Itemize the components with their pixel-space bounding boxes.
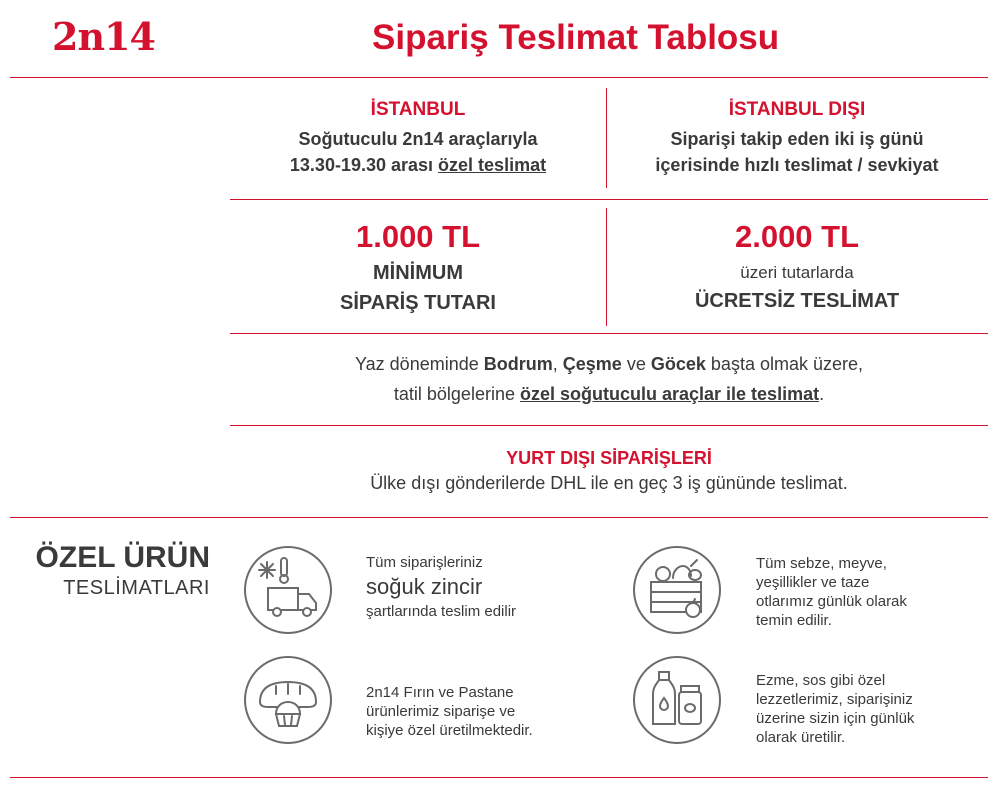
abroad-text: Ülke dışı gönderilerde DHL ile en geç 3 iş gününde teslimat. [370,473,848,493]
jars-line2: lezzetlerimiz, siparişiniz [756,691,913,708]
truck-icon [268,588,316,616]
summer-text-b: başta olmak üzere, [710,354,863,374]
istanbul-line2 [230,152,606,178]
thermometer-icon [280,558,288,583]
bakery-line3: kişiye özel üretilmektedir. [366,722,533,739]
gocek-label: Göcek [650,354,706,374]
produce-text [756,554,907,630]
min-order-line1: MİNİMUM [373,262,463,284]
divider-2 [230,199,988,200]
cold-chain-text [366,553,516,621]
special-title-1: ÖZEL ÜRÜN [35,541,210,574]
summer-line1 [230,349,988,379]
bodrum-label: Bodrum [483,354,553,374]
snowflake-icon [259,562,275,578]
istanbul-heading: İSTANBUL [370,99,466,120]
jars-text [756,671,914,747]
cold-chain-line3: şartlarında teslim edilir [366,603,517,620]
produce-crate-icon [633,546,721,634]
ozel-teslimat-link[interactable]: özel teslimat [438,155,547,175]
cesme-label: Çeşme [562,354,622,374]
summer-line2 [230,379,988,409]
istanbul-hours: 13.30-19.30 arası [289,155,434,175]
jars-icon [633,656,721,744]
free-delivery-amount: 2.000 TL [734,219,860,254]
cold-vehicle-delivery-link[interactable]: özel soğutuculu araçlar ile teslimat [519,384,820,404]
bakery-line2: ürünlerimiz siparişe ve [366,703,516,720]
produce-line4: temin edilir. [756,612,832,629]
istanbul-block [230,98,606,178]
summer-text-a: Yaz döneminde [354,354,479,374]
jars-line1: Ezme, sos gibi özel [756,672,886,689]
summer-text-c: tatil bölgelerine [393,384,515,404]
special-title-2: TESLİMATLARI [63,577,210,599]
free-delivery-block [607,218,987,316]
min-order-block [230,218,606,318]
min-order-line2: SİPARİŞ TUTARI [340,292,496,314]
page-title: Sipariş Teslimat Tablosu [372,18,780,57]
summer-block [230,349,988,409]
bread-muffin-icon [244,656,332,744]
produce-line1: Tüm sebze, meyve, [756,555,887,572]
istanbul-disi-line2: içerisinde hızlı teslimat / sevkiyat [655,155,939,175]
cold-truck-icon [244,546,332,634]
istanbul-line1: Soğutuculu 2n14 araçlarıyla [298,129,538,149]
istanbul-disi-line1: Siparişi takip eden iki iş günü [670,129,924,149]
bakery-text [366,683,533,740]
istanbul-disi-block [607,98,987,178]
abroad-heading: YURT DIŞI SİPARİŞLERİ [506,448,712,468]
summer-period: . [819,384,825,404]
divider-top [10,77,988,78]
min-order-amount: 1.000 TL [355,219,481,254]
abroad-block [230,446,988,496]
special-title [10,540,210,600]
istanbul-disi-heading: İSTANBUL DIŞI [728,99,866,120]
jars-line3: üzerine sizin için günlük [756,710,915,727]
produce-line3: otlarımız günlük olarak [756,593,907,610]
bakery-line1: 2n14 Fırın ve Pastane [366,684,514,701]
divider-3 [230,333,988,334]
summer-ve: ve [626,354,646,374]
free-delivery-line1: üzeri tutarlarda [740,263,854,282]
divider-bottom [10,777,988,778]
divider-5 [10,517,988,518]
summer-comma: , [552,354,558,374]
jars-line4: olarak üretilir. [756,729,846,746]
brand-logo[interactable]: 2n14 [52,14,155,59]
divider-4 [230,425,988,426]
cold-chain-line1: Tüm siparişleriniz [366,554,483,571]
free-delivery-line2: ÜCRETSİZ TESLİMAT [694,290,900,312]
cold-chain-big: soğuk zincir [366,574,483,599]
produce-line2: yeşillikler ve taze [756,574,870,591]
